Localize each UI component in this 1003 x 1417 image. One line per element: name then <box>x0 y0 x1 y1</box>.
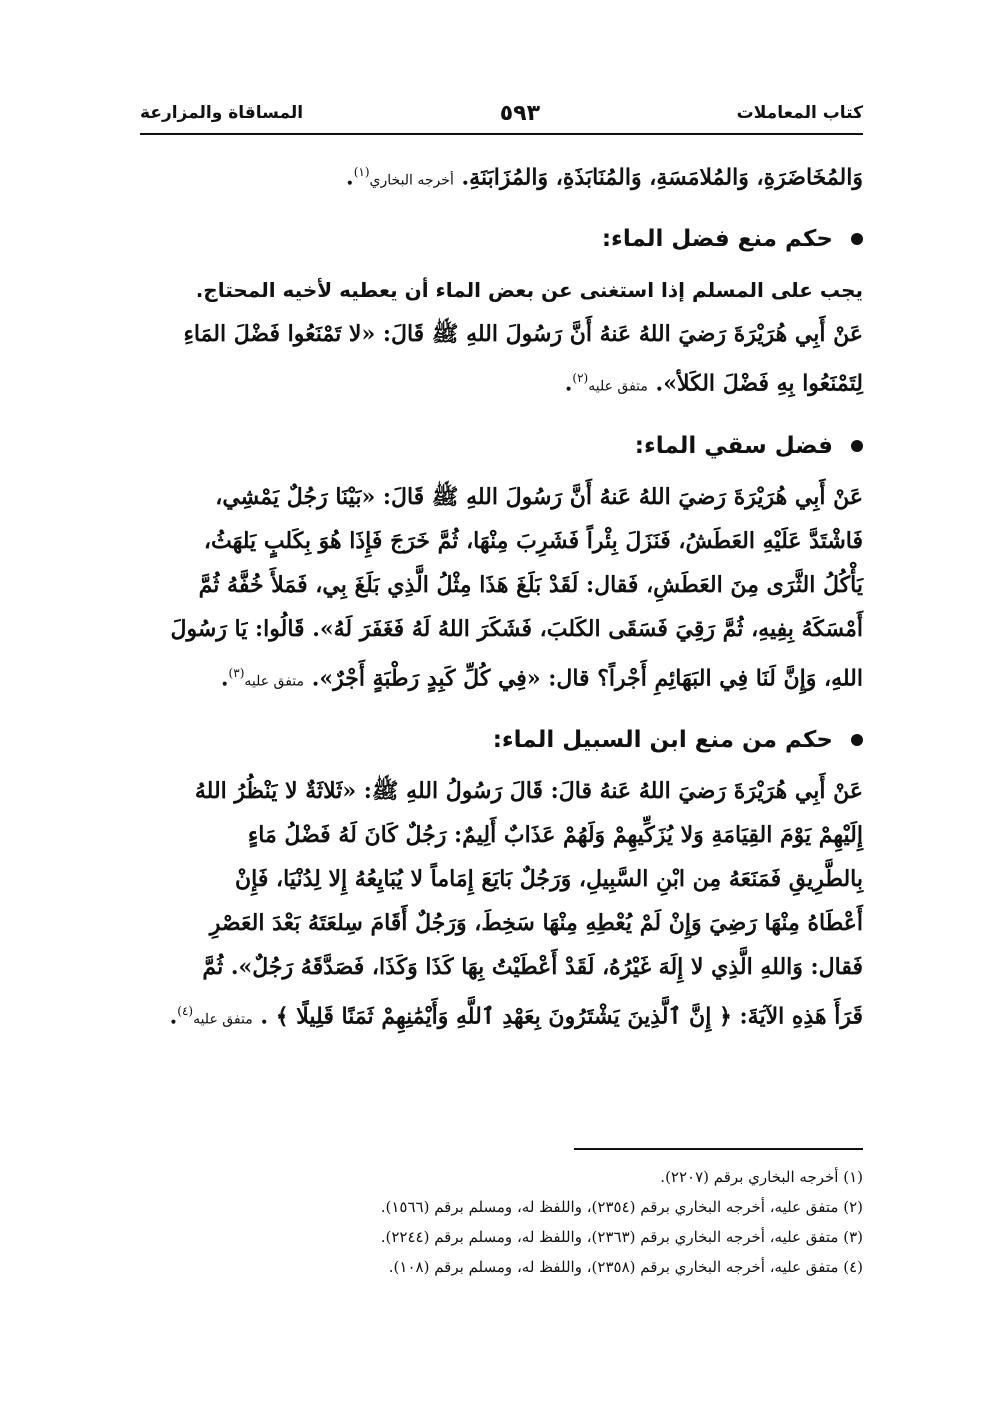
hadith-line: أَمْسَكَهُ بِفِيهِ، ثُمَّ رَقِيَ فَسَقَى الكَلبَ، فَشَكَرَ اللهُ لَهُ فَغَفَرَ لَهُ». قَالُوا: يَا رَسُولَ <box>170 615 863 642</box>
bullet-icon <box>851 734 863 746</box>
section-heading-text: حكم من منع ابن السبيل الماء: <box>492 726 833 753</box>
section-heading-watering <box>140 423 863 469</box>
book-title: كتاب المعاملات <box>736 103 863 123</box>
footnote: (٢) متفق عليه، أخرجه البخاري برقم (٢٣٥٤)، واللفظ له، ومسلم برقم (١٥٦٦). <box>380 1198 863 1216</box>
hadith-line: إِلَيْهِمْ يَوْمَ القِيَامَةِ وَلا يُزَكِّيهِمْ وَلَهُمْ عَذَابٌ أَلِيمٌ: رَجُلٌ كَانَ لَهُ فَضْلُ مَاءٍ <box>247 821 863 848</box>
hadith-source-note: متفق عليه <box>588 378 648 395</box>
hadith-line: فَقال: وَاللهِ الَّذِي لا إِلَهَ غَيْرُهُ، لَقَدْ أَعْطَيْتُ بِهَا كَذَا وَكَذَا، فَصَدَّقَهُ رَجُلٌ». ثُمَّ <box>202 953 863 980</box>
hadith-source-note: متفق عليه <box>244 672 305 689</box>
bullet-icon <box>851 233 863 245</box>
hadith-line <box>140 651 863 703</box>
hadith-line: فَاشْتَدَّ عَلَيْهِ العَطَشُ، فَنَزَلَ بِئْراً فَشَرِبَ مِنْهَا، ثُمَّ خَرَجَ فَإِذَا هُوَ بِكَلبٍ يَلهَثُ، <box>203 527 863 554</box>
hadith-line: يَأْكُلُ الثَّرَى مِنَ العَطَشِ، فَقال: لَقَدْ بَلَغَ هَذَا مِثْلُ الَّذِي بَلَغَ بِي، فَمَلأَ خُفَّهُ ثُمَّ <box>198 571 863 598</box>
section-heading-wayfarer <box>140 717 863 763</box>
hadith-line <box>140 356 863 408</box>
hadith-line <box>140 989 863 1041</box>
hadith-line: عَنْ أَبِي هُرَيْرَةَ رَضيَ اللهُ عَنهُ قالَ: قَالَ رَسُولُ اللهِ ﷺ: «ثَلاثَةٌ لا يَنْظُرُ اللهُ <box>194 777 863 804</box>
section-paragraph: يجب على المسلم إذا استغنى عن بعض الماء أن يعطيه لأخيه المحتاج. <box>195 278 863 303</box>
hadith-line: بِالطَّرِيقِ فَمَنَعَهُ مِن ابْنِ السَّبِيلِ، وَرَجُلٌ بَايَعَ إِمَاماً لا يُبَايِعُهُ إِلا لِدُنْيَا، فَإِنْ <box>234 865 863 892</box>
hadith-end: . <box>564 370 573 397</box>
hadith-text: قَرَأَ هَذِهِ الآيَةَ: ﴿ إِنَّ ٱلَّذِينَ يَشْتَرُونَ بِعَهْدِ ٱللَّهِ وَأَيْمَٰنِهِمْ ثَمَنًا قَلِيلًا ﴾ . <box>260 1003 863 1030</box>
hadith-end: . <box>169 1003 178 1030</box>
footnote-ref: (٢) <box>572 371 589 386</box>
footnote-ref: (٣) <box>228 665 245 680</box>
hadith-text: اللهِ، وَإِنَّ لَنَا فِي البَهَائِمِ أَجْراً؟ قال: «فِي كُلِّ كَبِدٍ رَطْبَةٍ أَجْرٌ». <box>311 664 863 691</box>
footnotes <box>140 1162 863 1282</box>
intro-end: . <box>346 164 354 191</box>
intro-text: وَالمُخَاضَرَةِ، وَالمُلامَسَةِ، وَالمُنَابَذَةِ، وَالمُزَابَنَةِ. <box>461 164 863 191</box>
hadith-line: عَنْ أَبِي هُرَيْرَةَ رَضيَ اللهُ عَنهُ أَنَّ رَسُولَ اللهِ ﷺ قَالَ: «لا تَمْنَعُوا فَضْلَ المَاءِ <box>183 321 863 348</box>
section-heading-text: فضل سقي الماء: <box>634 432 833 459</box>
hadith-line: عَنْ أَبِي هُرَيْرَةَ رَضيَ اللهُ عَنهُ أَنَّ رَسُولَ اللهِ ﷺ قَالَ: «بَيْنَا رَجُلٌ يَمْشِي، <box>215 483 863 510</box>
intro-line <box>140 150 863 202</box>
hadith-line: أَعْطَاهُ مِنْهَا رَضِيَ وَإِنْ لَمْ يُعْطِهِ مِنْهَا سَخِطَ، وَرَجُلٌ أَقَامَ سِلعَتَهُ بَعْدَ العَصْرِ <box>209 909 863 936</box>
hadith-text: لِتَمْنَعُوا بِهِ فَضْلَ الكَلأ». <box>655 370 863 397</box>
intro-source-note: أخرجه البخاري <box>369 172 454 189</box>
footnote: (٤) متفق عليه، أخرجه البخاري برقم (٢٣٥٨)، واللفظ له، ومسلم برقم (١٠٨). <box>388 1258 863 1276</box>
footnote: (١) أخرجه البخاري برقم (٢٢٠٧). <box>660 1168 863 1186</box>
chapter-title: المساقاة والمزارعة <box>140 103 304 123</box>
footnote: (٣) متفق عليه، أخرجه البخاري برقم (٢٣٦٣)، واللفظ له، ومسلم برقم (٢٢٤٤). <box>380 1228 863 1246</box>
running-header <box>140 96 863 130</box>
section-heading-text: حكم منع فضل الماء: <box>601 226 833 253</box>
main-text <box>140 150 863 1041</box>
footnote-divider <box>574 1148 863 1150</box>
hadith-source-note: متفق عليه <box>193 1011 253 1028</box>
header-divider <box>140 133 863 135</box>
bullet-icon <box>851 440 863 452</box>
hadith-end: . <box>220 664 229 691</box>
page-number: ٥٩٣ <box>499 100 541 126</box>
footnote-ref: (١) <box>353 165 370 179</box>
footnote-ref: (٤) <box>177 1003 194 1018</box>
section-heading-water-surplus <box>140 216 863 262</box>
